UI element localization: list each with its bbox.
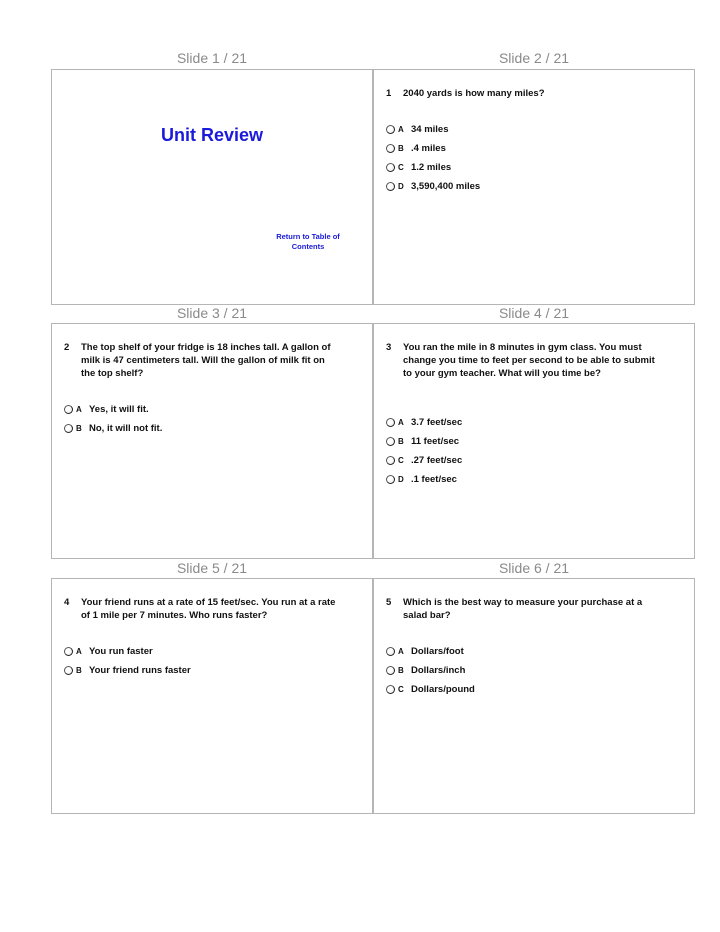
question [64,341,336,380]
option-text: You run faster [89,646,153,657]
option-letter: A [76,405,82,414]
option-letter: C [398,456,404,465]
option-d[interactable] [386,470,462,489]
question [386,596,658,622]
option-letter: B [398,144,404,153]
option-letter: C [398,163,404,172]
option-letter: B [398,666,404,675]
radio-icon[interactable] [386,666,395,675]
question-text: Which is the best way to measure your purchase at a salad bar? [403,597,643,621]
option-text: Yes, it will fit. [89,404,149,415]
option-text: Dollars/inch [411,665,466,676]
question-number: 1 [386,88,392,99]
option-letter: A [398,647,404,656]
option-b[interactable] [386,432,462,451]
radio-icon[interactable] [64,666,73,675]
option-text: 34 miles [411,124,449,135]
option-letter: A [76,647,82,656]
answer-options [386,120,480,196]
option-text: 3.7 feet/sec [411,417,463,428]
answer-options [386,413,462,489]
question-text: You ran the mile in 8 minutes in gym class. You must change you time to feet per second to be able to submit to your gym teacher. What will you time be? [403,342,655,379]
option-a[interactable] [386,413,462,432]
radio-icon[interactable] [64,405,73,414]
option-c[interactable] [386,680,475,699]
slide-1 [51,69,373,305]
radio-icon[interactable] [386,456,395,465]
answer-options [64,642,191,680]
slide-2 [373,69,695,305]
option-letter: D [398,475,404,484]
radio-icon[interactable] [386,144,395,153]
option-b[interactable] [64,661,191,680]
option-text: .27 feet/sec [411,455,463,466]
option-text: 3,590,400 miles [411,181,481,192]
option-a[interactable] [64,642,191,661]
slide-label-6: Slide 6 / 21 [498,560,570,576]
option-d[interactable] [386,177,480,196]
option-letter: D [398,182,404,191]
slide-5 [51,578,373,814]
radio-icon[interactable] [386,475,395,484]
return-to-toc-link[interactable]: Return to Table of Contents [276,232,340,251]
option-b[interactable] [386,139,480,158]
radio-icon[interactable] [386,182,395,191]
answer-options [64,400,162,438]
slide-6 [373,578,695,814]
option-a[interactable] [64,400,162,419]
slide-label-5: Slide 5 / 21 [176,560,248,576]
slide-label-1: Slide 1 / 21 [176,50,248,66]
option-text: 11 feet/sec [411,436,460,447]
option-a[interactable] [386,120,480,139]
option-letter: B [76,424,82,433]
question-number: 2 [64,342,70,353]
option-b[interactable] [386,661,475,680]
option-c[interactable] [386,158,480,177]
option-text: Your friend runs faster [89,665,191,676]
option-text: No, it will not fit. [89,423,163,434]
option-letter: A [398,418,404,427]
slide-label-4: Slide 4 / 21 [498,305,570,321]
question [386,87,658,100]
option-text: Dollars/foot [411,646,464,657]
option-text: .1 feet/sec [411,474,457,485]
question-number: 4 [64,597,70,608]
question [386,341,658,380]
slide-4 [373,323,695,559]
option-letter: B [76,666,82,675]
slide-label-3: Slide 3 / 21 [176,305,248,321]
radio-icon[interactable] [64,424,73,433]
question-text: Your friend runs at a rate of 15 feet/sec. You run at a rate of 1 mile per 7 minutes. Who runs faster? [81,597,336,621]
radio-icon[interactable] [386,647,395,656]
option-a[interactable] [386,642,475,661]
option-c[interactable] [386,451,462,470]
radio-icon[interactable] [386,437,395,446]
option-text: .4 miles [411,143,446,154]
radio-icon[interactable] [64,647,73,656]
radio-icon[interactable] [386,125,395,134]
slide-title: Unit Review [160,125,264,145]
radio-icon[interactable] [386,163,395,172]
option-text: Dollars/pound [411,684,475,695]
question-text: 2040 yards is how many miles? [403,88,545,99]
slide-3 [51,323,373,559]
slide-label-2: Slide 2 / 21 [498,50,570,66]
radio-icon[interactable] [386,418,395,427]
option-b[interactable] [64,419,162,438]
question [64,596,336,622]
option-letter: A [398,125,404,134]
answer-options [386,642,475,699]
question-number: 3 [386,342,392,353]
radio-icon[interactable] [386,685,395,694]
question-text: The top shelf of your fridge is 18 inches tall. A gallon of milk is 47 centimeters tall. Will the gallon of milk fit on the top shelf? [81,342,331,379]
option-letter: C [398,685,404,694]
question-number: 5 [386,597,392,608]
option-text: 1.2 miles [411,162,452,173]
option-letter: B [398,437,404,446]
